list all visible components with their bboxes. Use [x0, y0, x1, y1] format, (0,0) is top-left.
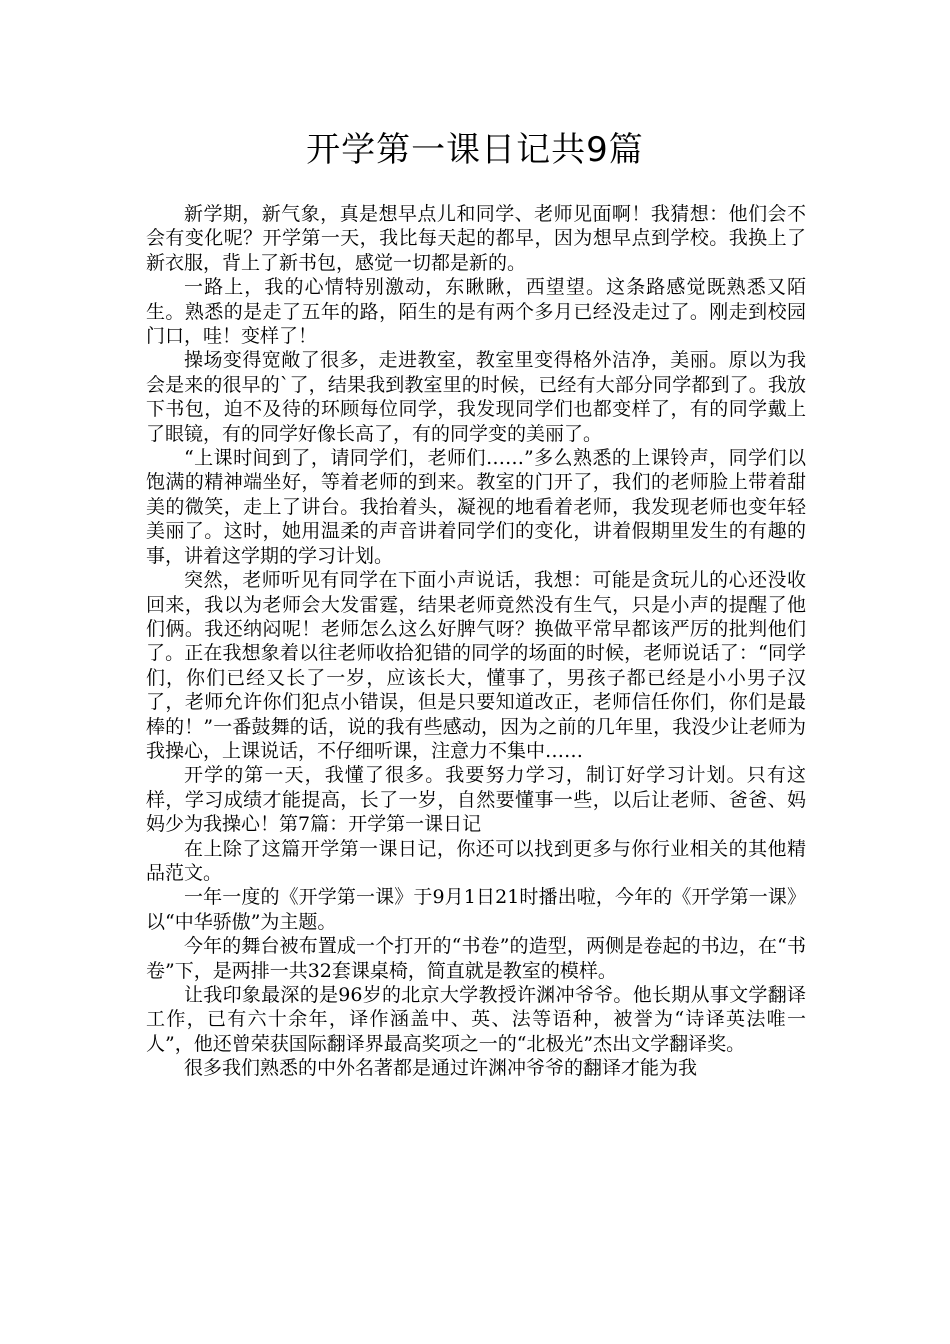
paragraph-5: 突然，老师听见有同学在下面小声说话，我想：可能是贪玩儿的心还没收回来，我以为老师会大发雷霆，结果老师竟然没有生气，只是小声的提醒了他们俩。我还纳闷呢！老师怎么这么好脾气呀？换做平常早都该严厉的批判他们了。正在我想象着以往老师收拾犯错的同学的场面的时候，老师说话了：“同学们，你们已经又长了一岁，应该长大，懂事了，男孩子都已经是小小男子汉了，老师允许你们犯点小错误，但是只要知道改正，老师信任你们，你们是最棒的！”一番鼓舞的话，说的我有些感动，因为之前的几年里，我没少让老师为我操心，上课说话，不仔细听课，注意力不集中……: [146, 569, 806, 762]
paragraph-3: 操场变得宽敞了很多，走进教室，教室里变得格外洁净，美丽。原以为我会是来的很早的`了，结果我到教室里的时候，已经有大部分同学都到了。我放下书包，迫不及待的环顾每位同学，我发现同学们也都变样了，有的同学戴上了眼镜，有的同学好像长高了，有的同学变的美丽了。: [146, 349, 806, 445]
paragraph-10: 让我印象最深的是96岁的北京大学教授许渊冲爷爷。他长期从事文学翻译工作，已有六十余年，译作涵盖中、英、法等语种，被誉为“诗译英法唯一人”，他还曾荣获国际翻译界最高奖项之一的“北极光”杰出文学翻译奖。: [146, 984, 806, 1055]
paragraph-7: 在上除了这篇开学第一课日记，你还可以找到更多与你行业相关的其他精品范文。: [146, 837, 806, 884]
paragraph-1: 新学期，新气象，真是想早点儿和同学、老师见面啊！我猜想：他们会不会有变化呢？开学第一天，我比每天起的都早，因为想早点到学校。我换上了新衣服，背上了新书包，感觉一切都是新的。: [146, 203, 806, 274]
paragraph-2: 一路上，我的心情特别激动，东瞅瞅，西望望。这条路感觉既熟悉又陌生。熟悉的是走了五年的路，陌生的是有两个多月已经没走过了。刚走到校园门口，哇！变样了！: [146, 276, 806, 348]
paragraph-11: 很多我们熟悉的中外名著都是通过许渊冲爷爷的翻译才能为我: [184, 1057, 698, 1080]
paragraph-8: 一年一度的《开学第一课》于9月1日21时播出啦，今年的《开学第一课》以“中华骄傲”为主题。: [146, 886, 806, 933]
paragraph-9: 今年的舞台被布置成一个打开的“书卷”的造型，两侧是卷起的书边，在“书卷”下，是两排一共32套课桌椅，简直就是教室的模样。: [146, 935, 806, 982]
paragraph-4: “上课时间到了，请同学们，老师们……”多么熟悉的上课铃声，同学们以饱满的精神端坐好，等着老师的到来。教室的门开了，我们的老师脸上带着甜美的微笑，走上了讲台。我抬着头，凝视的地看着老师，我发现老师也变年轻美丽了。这时，她用温柔的声音讲着同学们的变化，讲着假期里发生的有趣的事，讲着这学期的学习计划。: [146, 447, 806, 567]
document-title: 开学第一课日记共9篇: [306, 130, 644, 170]
document-body: [146, 202, 806, 1081]
paragraph-6: 开学的第一天，我懂了很多。我要努力学习，制订好学习计划。只有这样，学习成绩才能提高，长了一岁，自然要懂事一些，以后让老师、爸爸、妈妈少为我操心！第7篇：开学第一课日记: [146, 764, 806, 836]
